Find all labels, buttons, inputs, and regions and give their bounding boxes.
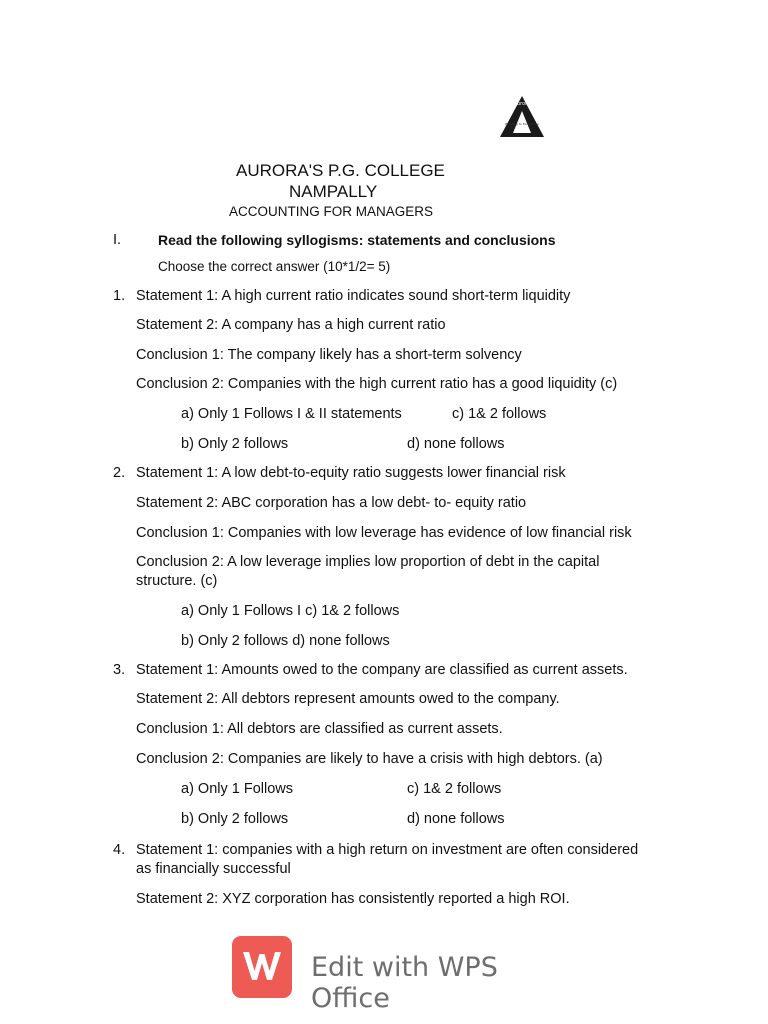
statement-line: Statement 1: A low debt-to-equity ratio suggests lower financial risk: [136, 465, 566, 481]
conclusion-line: Conclusion 2: A low leverage implies low proportion of debt in the capital: [136, 554, 600, 570]
wps-logo-icon: [232, 936, 292, 998]
logo-tagline: Bridging to Excellence: [505, 122, 539, 126]
option-a: a) Only 1 Follows I & II statements: [181, 406, 402, 422]
option-c: c) 1& 2 follows: [452, 406, 547, 422]
option-a: a) Only 1 Follows: [181, 781, 294, 797]
conclusion-line: Conclusion 1: The company likely has a short-term solvency: [136, 347, 522, 363]
question-number: 1.: [113, 288, 126, 304]
option-d: d) none follows: [407, 436, 505, 452]
question-number: 2.: [113, 465, 126, 481]
conclusion-line-cont: structure. (c): [136, 573, 218, 589]
college-name: AURORA'S P.G. COLLEGE: [236, 161, 445, 180]
option-b: b) Only 2 follows: [181, 811, 289, 827]
statement-line: Statement 1: companies with a high return on investment are often considered: [136, 842, 639, 858]
subject-title: ACCOUNTING FOR MANAGERS: [229, 204, 434, 219]
statement-line: Statement 2: ABC corporation has a low debt- to- equity ratio: [136, 495, 527, 511]
section-instruction: Choose the correct answer (10*1/2= 5): [158, 259, 391, 274]
conclusion-line: Conclusion 1: Companies with low leverage has evidence of low financial risk: [136, 525, 632, 541]
option-c: c) 1& 2 follows: [407, 781, 502, 797]
section-number: I.: [113, 232, 122, 248]
wps-edit-text: Edit with WPS Office: [311, 952, 498, 1014]
section-title: Read the following syllogisms: statements and conclusions: [158, 232, 556, 248]
option-d: d) none follows: [407, 811, 505, 827]
conclusion-line: Conclusion 2: Companies are likely to have a crisis with high debtors. (a): [136, 751, 603, 767]
conclusion-line: Conclusion 1: All debtors are classified as current assets.: [136, 721, 503, 737]
option-row-ac: a) Only 1 Follows I c) 1& 2 follows: [181, 603, 400, 619]
logo-name: aurora: [513, 101, 531, 107]
college-location: NAMPALLY: [289, 182, 378, 201]
statement-line: Statement 1: Amounts owed to the company are classified as current assets.: [136, 662, 628, 678]
question-number: 4.: [113, 842, 126, 858]
conclusion-line: Conclusion 2: Companies with the high current ratio has a good liquidity (c): [136, 376, 618, 392]
statement-line: Statement 2: All debtors represent amounts owed to the company.: [136, 691, 560, 707]
college-logo: [497, 93, 547, 141]
option-b: b) Only 2 follows: [181, 436, 289, 452]
option-row-bd: b) Only 2 follows d) none follows: [181, 633, 390, 649]
question-number: 3.: [113, 662, 126, 678]
statement-line: Statement 2: A company has a high current ratio: [136, 317, 446, 333]
statement-line: Statement 1: A high current ratio indicates sound short-term liquidity: [136, 288, 571, 304]
statement-line-cont: as financially successful: [136, 861, 291, 877]
statement-line: Statement 2: XYZ corporation has consistently reported a high ROI.: [136, 891, 570, 907]
wps-watermark[interactable]: [232, 936, 562, 1014]
